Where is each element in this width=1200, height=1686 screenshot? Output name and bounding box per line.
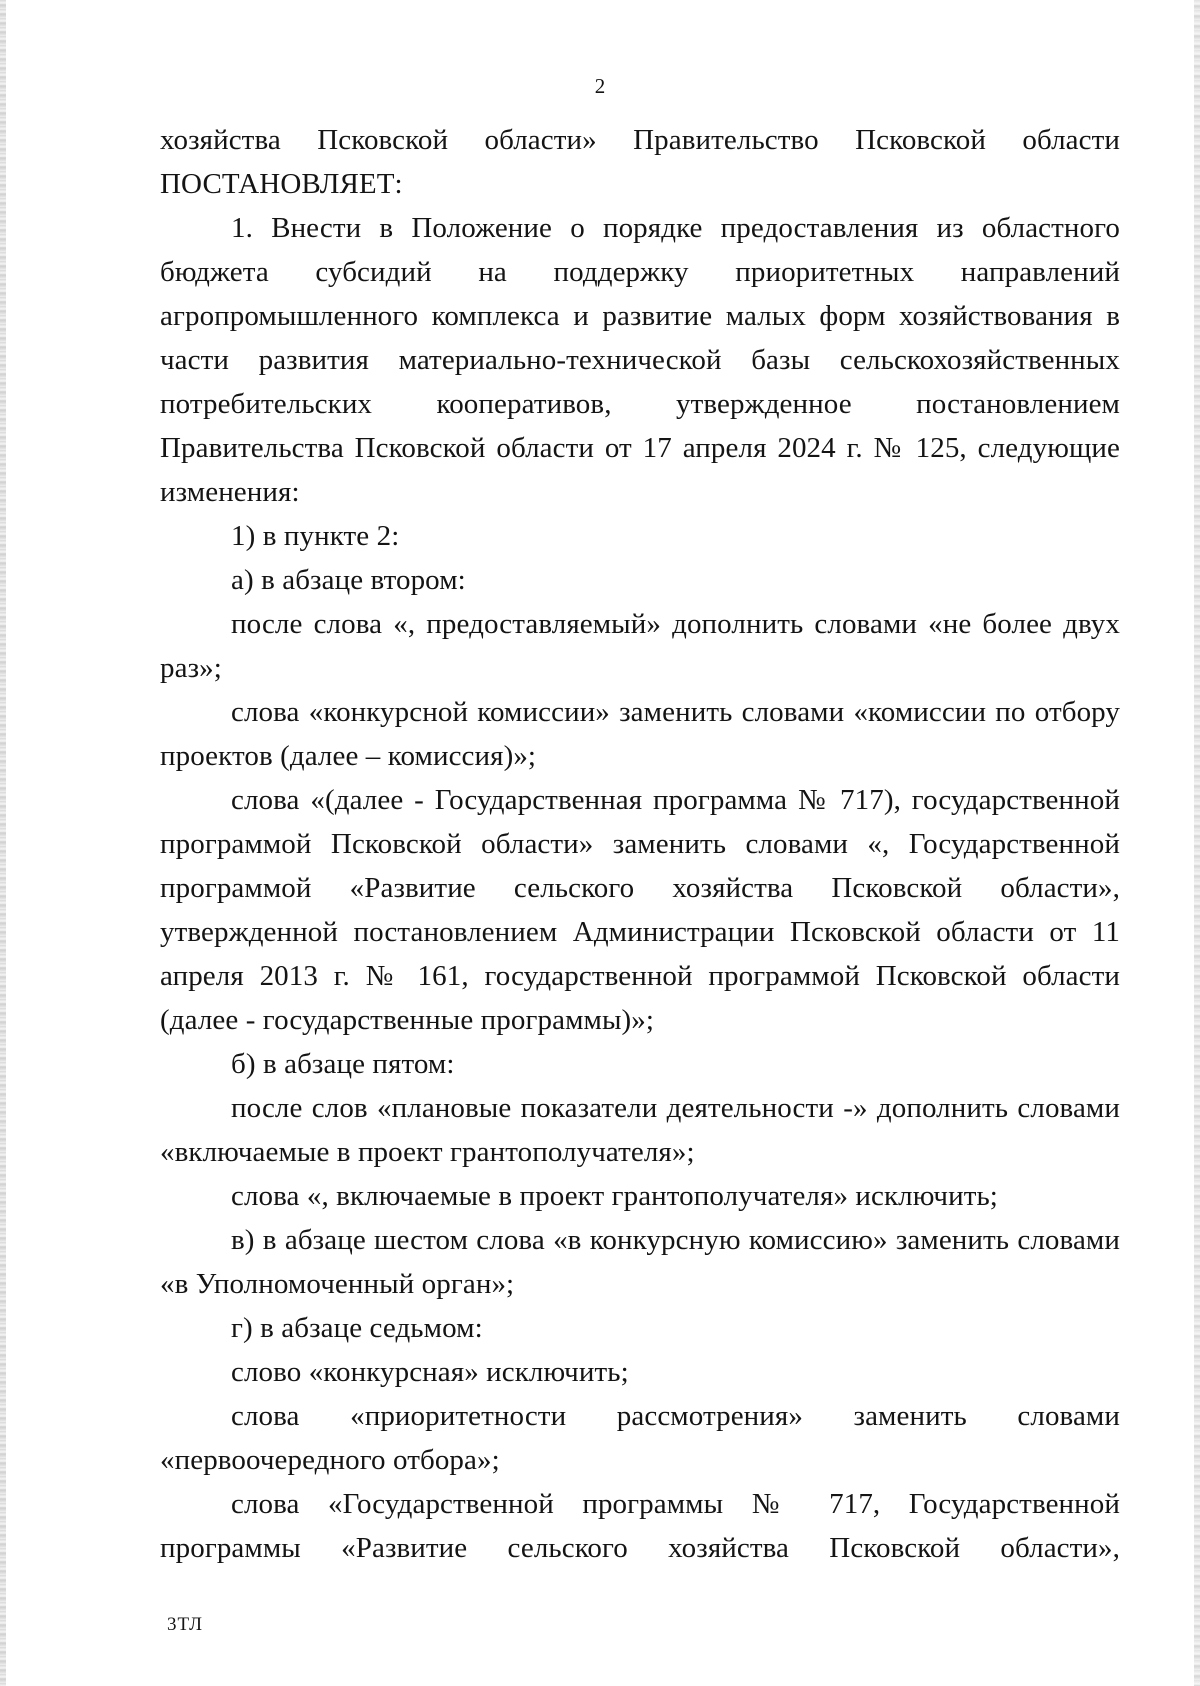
paragraph-subitem-v: в) в абзаце шестом слова «в конкурсную комиссию» заменить словами «в Уполномоченный орган»;: [160, 1224, 1120, 1300]
document-body: [160, 118, 1120, 1570]
paragraph-subitem-1: 1) в пункте 2:: [231, 520, 400, 552]
scan-edge-left: [0, 0, 6, 1686]
paragraph-subitem-b: б) в абзаце пятом:: [231, 1048, 455, 1080]
paragraph-amendment: слова «, включаемые в проект грантополучателя» исключить;: [231, 1180, 998, 1212]
paragraph-amendment: слова «(далее - Государственная программа № 717), государственной программой Псковской области» заменить словами «, Государственной программой «Развитие сельского хозяйства Псковской области», утвержденной постановлением Администрации Псковской области от 11 апреля 2013 г. № 161, государственной программой Псковской области (далее - государственные программы)»;: [160, 784, 1120, 1036]
paragraph-amendment: слова «конкурсной комиссии» заменить словами «комиссии по отбору проектов (далее – комиссия)»;: [160, 696, 1120, 772]
paragraph-amendment-continued: слова «Государственной программы № 717, Государственной программы «Развитие сельского хозяйства Псковской области»,: [160, 1488, 1120, 1564]
footer-code: 3ТЛ: [167, 1614, 204, 1635]
paragraph-amendment: слово «конкурсная» исключить;: [231, 1356, 629, 1388]
paragraph-continuation: хозяйства Псковской области» Правительство Псковской области ПОСТАНОВЛЯЕТ:: [160, 124, 1120, 200]
paragraph-amendment: после слов «плановые показатели деятельности -» дополнить словами «включаемые в проект грантополучателя»;: [160, 1092, 1120, 1168]
paragraph-amendment: слова «приоритетности рассмотрения» заменить словами «первоочередного отбора»;: [160, 1400, 1120, 1476]
paragraph-item-1: 1. Внести в Положение о порядке предоставления из областного бюджета субсидий на поддержку приоритетных направлений агропромышленного комплекса и развитие малых форм хозяйствования в части развития материально-технической базы сельскохозяйственных потребительских кооперативов, утвержденное постановлением Правительства Псковской области от 17 апреля 2024 г. № 125, следующие изменения:: [160, 212, 1120, 508]
paragraph-subitem-g: г) в абзаце седьмом:: [231, 1312, 483, 1344]
page-number: 2: [594, 74, 606, 98]
scan-edge-right: [1194, 0, 1200, 1686]
paragraph-amendment: после слова «, предоставляемый» дополнить словами «не более двух раз»;: [160, 608, 1120, 684]
paragraph-subitem-a: а) в абзаце втором:: [231, 564, 466, 596]
